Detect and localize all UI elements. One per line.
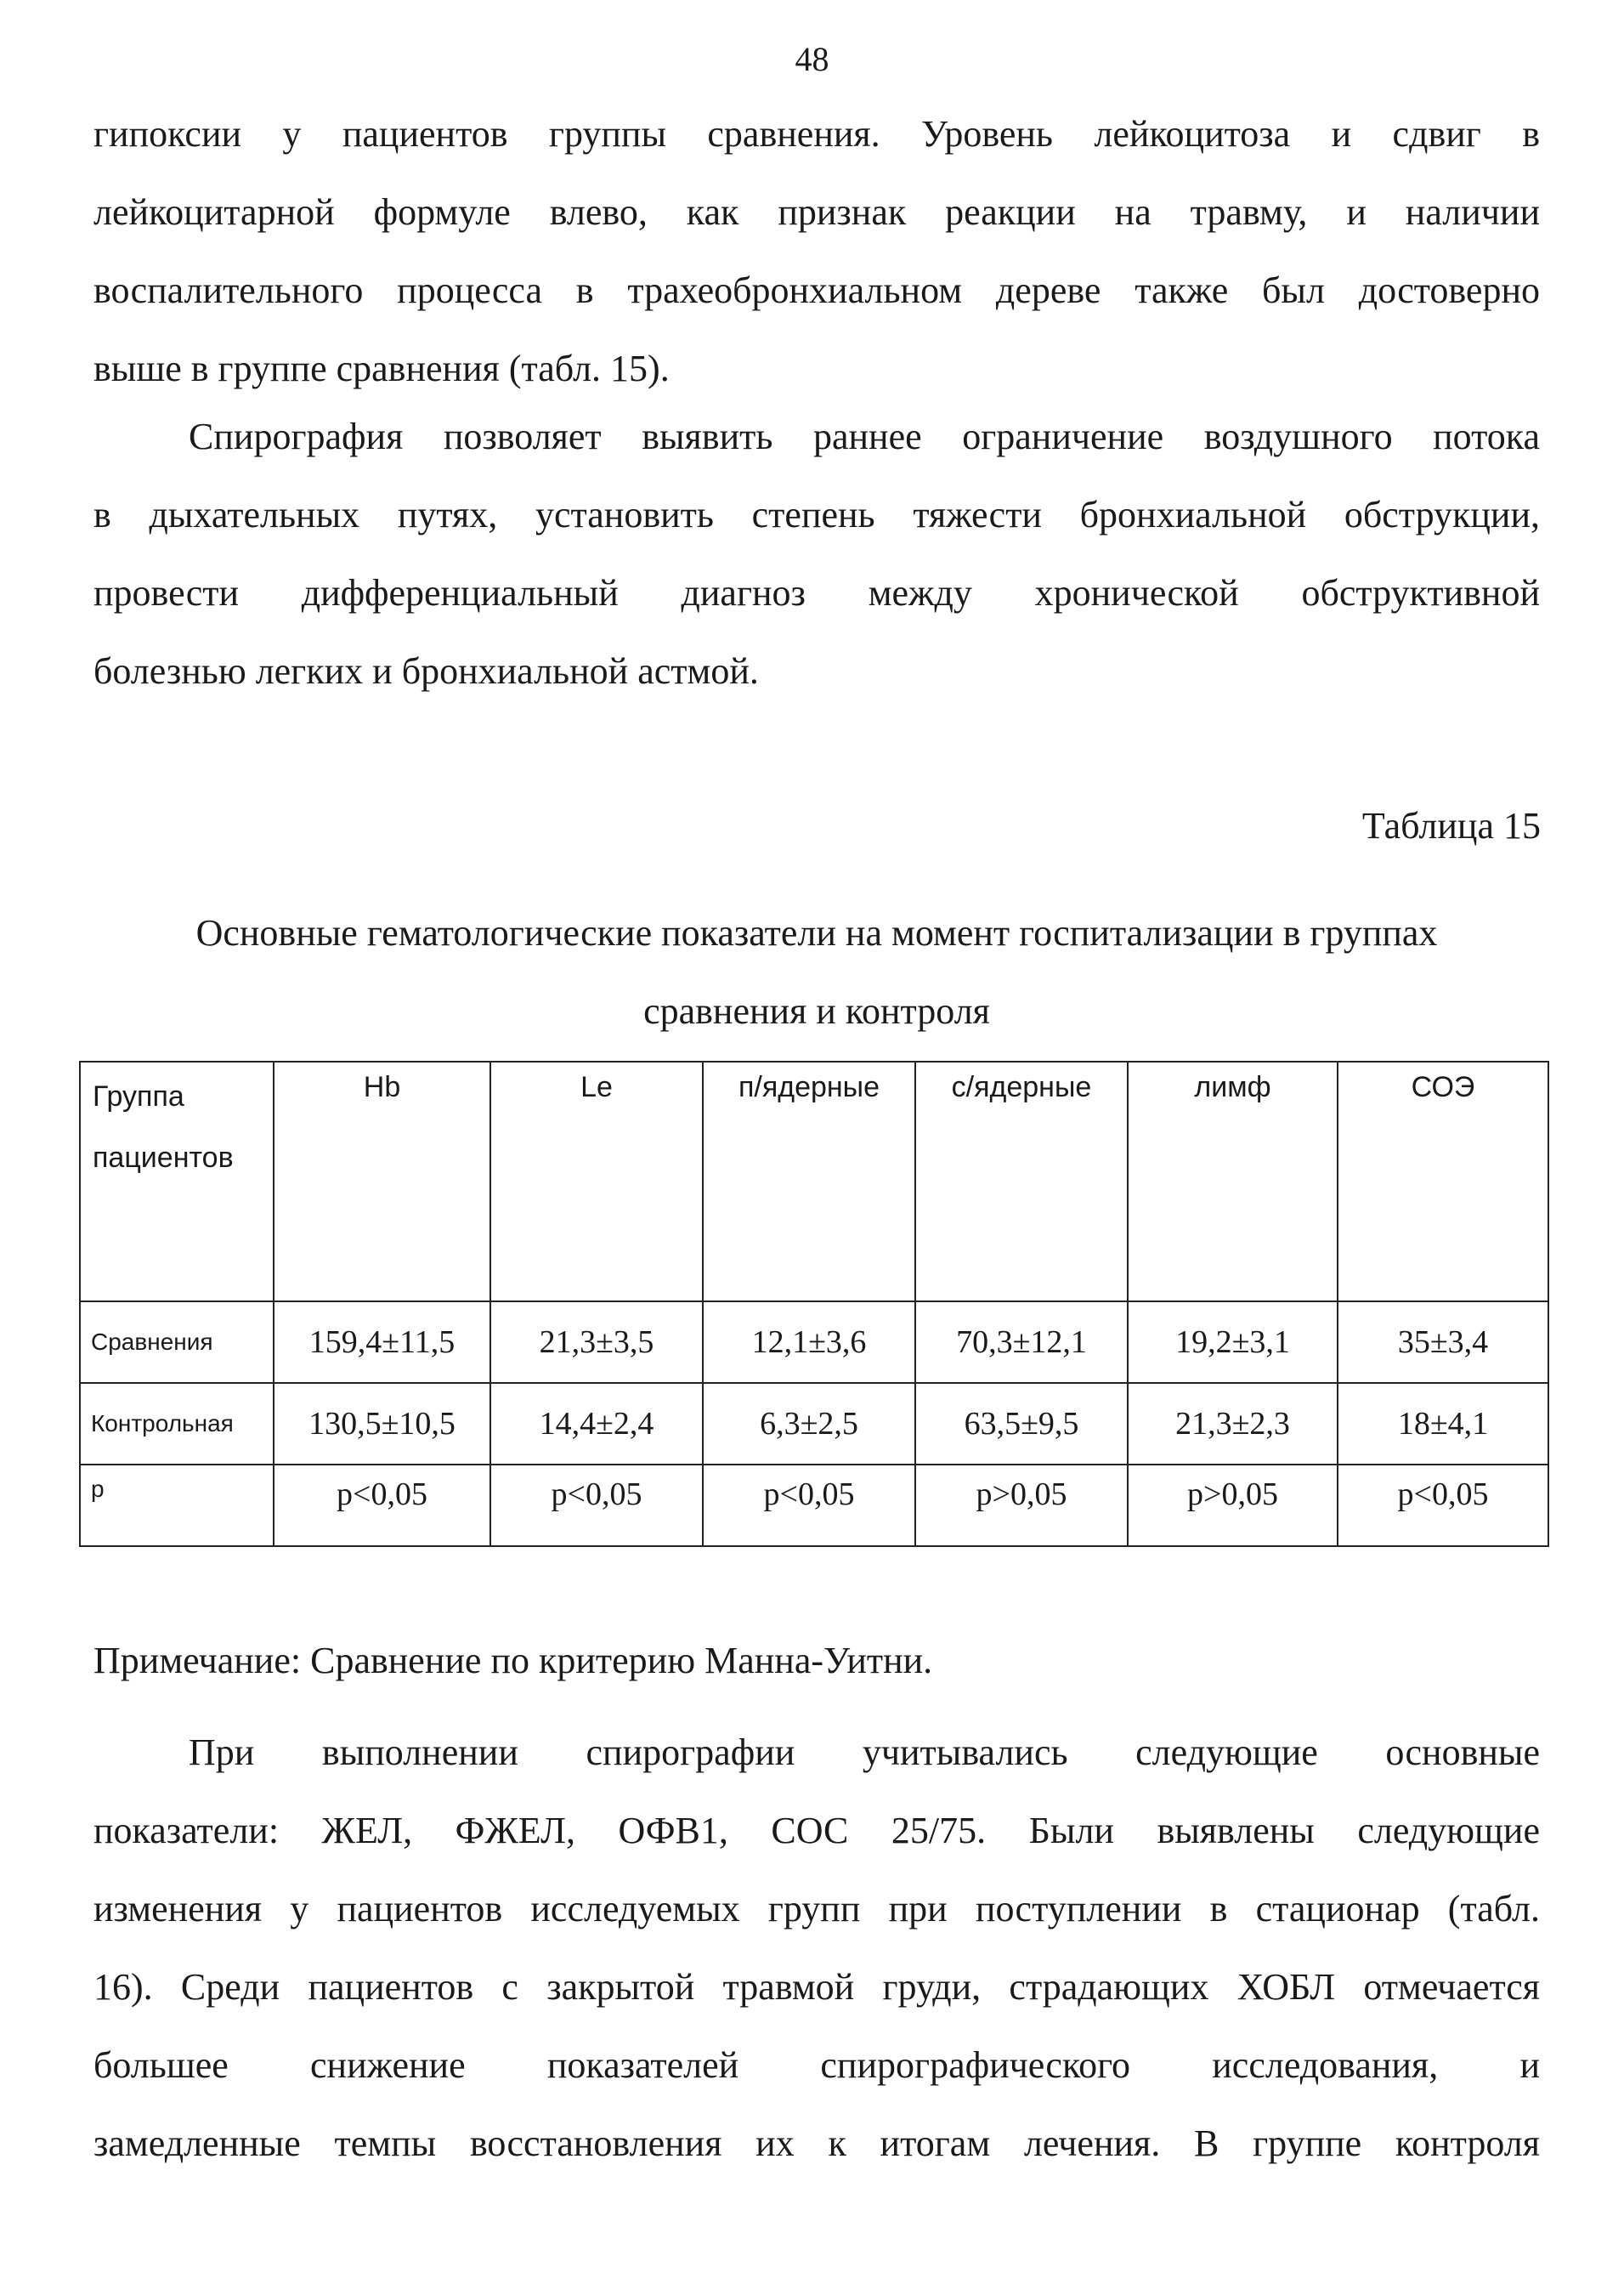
paragraph-spirography (93, 398, 1540, 711)
header-segmented-neutrophils: с/ядерные (915, 1062, 1128, 1301)
table-cell: 12,1±3,6 (703, 1301, 915, 1383)
caption-line: Основные гематологические показатели на момент госпитализации в группах (195, 912, 1438, 954)
table-cell: 35±3,4 (1338, 1301, 1548, 1383)
table-row (80, 1301, 1548, 1383)
table-cell: p>0,05 (915, 1465, 1128, 1546)
table-row (80, 1465, 1548, 1546)
table-row (80, 1383, 1548, 1465)
text-line: выше в группе сравнения (табл. 15). (93, 348, 670, 389)
table-cell: 21,3±3,5 (490, 1301, 703, 1383)
text-line: Спирография позволяет выявить раннее ограничение воздушного потока (189, 416, 1540, 457)
table-caption (93, 894, 1540, 1051)
table-cell: 21,3±2,3 (1128, 1383, 1338, 1465)
text-line: гипоксии у пациентов группы сравнения. Уровень лейкоцитоза и сдвиг в (93, 113, 1540, 155)
header-band-neutrophils: п/ядерные (703, 1062, 915, 1301)
table-cell: p<0,05 (1338, 1465, 1548, 1546)
paragraph-intro (93, 95, 1540, 408)
header-group-line: пациентов (93, 1142, 234, 1174)
table-cell: 14,4±2,4 (490, 1383, 703, 1465)
caption-line: сравнения и контроля (643, 990, 990, 1032)
row-label: Контрольная (80, 1383, 274, 1465)
text-line: лейкоцитарной формуле влево, как признак реакции на травму, и наличии (93, 191, 1540, 233)
row-label: p (80, 1465, 274, 1546)
text-line: большее снижение показателей спирографического исследования, и (93, 2044, 1540, 2086)
table-cell: 19,2±3,1 (1128, 1301, 1338, 1383)
text-line: болезнью легких и бронхиальной астмой. (93, 650, 759, 692)
table-cell: p>0,05 (1128, 1465, 1338, 1546)
header-group (80, 1062, 274, 1301)
paragraph-spirography-results (93, 1714, 1540, 2183)
table-cell: 6,3±2,5 (703, 1383, 915, 1465)
table-label: Таблица 15 (1361, 805, 1541, 847)
text-line: воспалительного процесса в трахеобронхиальном дереве также был достоверно (93, 269, 1540, 311)
header-group-line: Группа (93, 1080, 184, 1113)
table-cell: p<0,05 (490, 1465, 703, 1546)
table-cell: 130,5±10,5 (274, 1383, 490, 1465)
table-cell: 63,5±9,5 (915, 1383, 1128, 1465)
text-line: в дыхательных путях, установить степень тяжести бронхиальной обструкции, (93, 494, 1540, 536)
hematology-table (79, 1061, 1549, 1547)
table-cell: p<0,05 (703, 1465, 915, 1546)
table-cell: p<0,05 (274, 1465, 490, 1546)
text-line: провести дифференциальный диагноз между хронической обструктивной (93, 572, 1540, 614)
page-number: 48 (795, 40, 829, 78)
text-line: 16). Среди пациентов с закрытой травмой груди, страдающих ХОБЛ отмечается (93, 1966, 1540, 2008)
table-header-row (80, 1062, 1548, 1301)
text-line: замедленные темпы восстановления их к итогам лечения. В группе контроля (93, 2122, 1540, 2164)
header-esr: СОЭ (1338, 1062, 1548, 1301)
table-cell: 159,4±11,5 (274, 1301, 490, 1383)
table-cell: 70,3±12,1 (915, 1301, 1128, 1383)
header-le: Le (490, 1062, 703, 1301)
text-line: показатели: ЖЕЛ, ФЖЕЛ, ОФВ1, СОС 25/75. Были выявлены следующие (93, 1810, 1540, 1851)
text-line: При выполнении спирографии учитывались следующие основные (189, 1731, 1540, 1773)
header-lymphocytes: лимф (1128, 1062, 1338, 1301)
header-hb: Hb (274, 1062, 490, 1301)
table-cell: 18±4,1 (1338, 1383, 1548, 1465)
text-line: изменения у пациентов исследуемых групп при поступлении в стационар (табл. (93, 1888, 1540, 1930)
table-note: Примечание: Сравнение по критерию Манна-Уитни. (93, 1640, 933, 1681)
row-label: Сравнения (80, 1301, 274, 1383)
